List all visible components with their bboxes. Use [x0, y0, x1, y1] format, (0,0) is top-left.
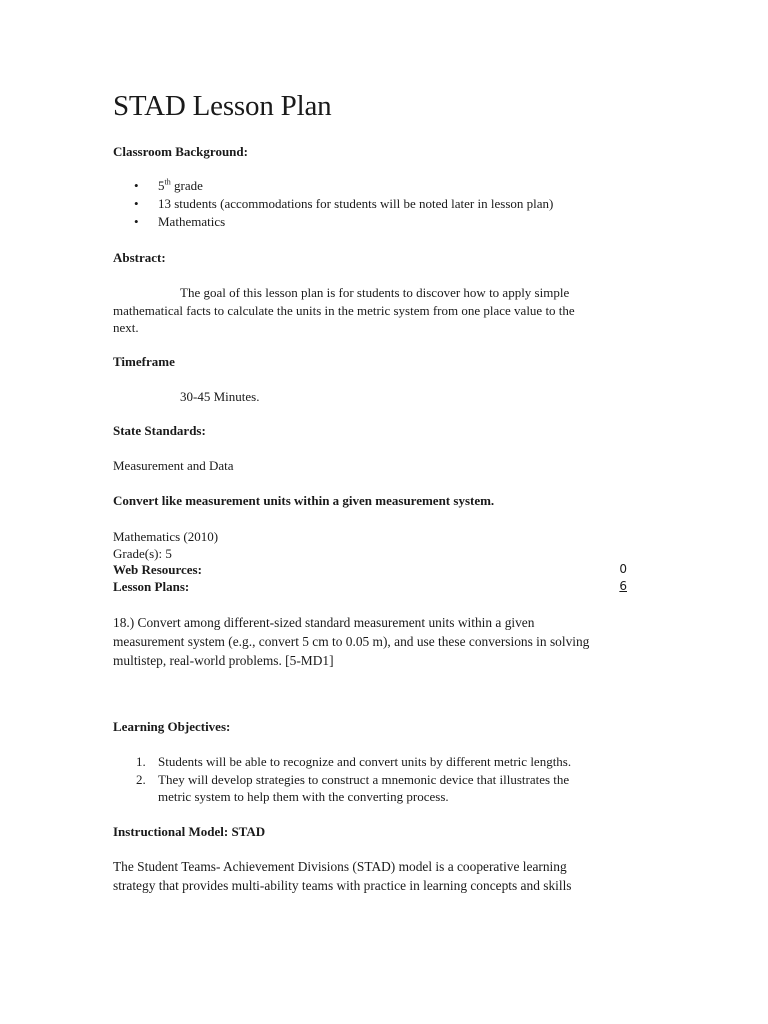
web-resources-label: Web Resources:	[113, 562, 202, 577]
timeframe-value: 30-45 Minutes.	[180, 389, 260, 404]
list-item: 2. They will develop strategies to construct a mnemonic device that illustrates the metric system to help them with the converting process.	[136, 771, 570, 804]
timeframe-heading: Timeframe	[113, 354, 175, 369]
abstract-heading: Abstract:	[113, 250, 166, 265]
classroom-list	[113, 177, 553, 231]
standards-grades: Grade(s): 5	[113, 546, 172, 561]
web-resources-value: 0	[619, 562, 627, 576]
bullet-icon: •	[134, 196, 139, 211]
list-item: • Mathematics	[134, 214, 226, 229]
objectives-heading: Learning Objectives:	[113, 719, 231, 734]
list-item: 1. Students will be able to recognize and convert units by different metric lengths.	[136, 754, 572, 769]
lesson-plans-row	[113, 579, 627, 595]
abstract-text: The goal of this lesson plan is for students to discover how to apply simple mathematical facts to calculate the units in the metric system from one place value to the next.	[113, 285, 575, 335]
web-resources-row	[113, 562, 627, 578]
page-title: STAD Lesson Plan	[113, 90, 332, 122]
bullet-icon: •	[134, 214, 139, 229]
lesson-plans-label: Lesson Plans:	[113, 579, 190, 594]
standards-domain: Measurement and Data	[113, 458, 234, 473]
model-text: The Student Teams- Achievement Divisions (STAD) model is a cooperative learning strategy that provides multi-ability teams with practice in learning concepts and skills	[113, 859, 572, 893]
model-heading: Instructional Model: STAD	[113, 824, 266, 839]
standards-heading: State Standards:	[113, 423, 206, 438]
lesson-plans-link[interactable]: 6	[619, 579, 627, 593]
list-item: • 5th grade	[134, 177, 203, 193]
list-item: • 13 students (accommodations for students will be noted later in lesson plan)	[134, 196, 554, 211]
standards-cluster: Convert like measurement units within a given measurement system.	[113, 493, 495, 508]
bullet-icon: •	[134, 178, 139, 193]
standards-subject: Mathematics (2010)	[113, 529, 219, 544]
classroom-heading: Classroom Background:	[113, 144, 248, 159]
objectives-list	[113, 753, 571, 806]
standard-text: 18.) Convert among different-sized standard measurement units within a given measurement system (e.g., convert 5 cm to 0.05 m), and use these conversions in solving multistep, real-world problems. [5-MD1]	[113, 615, 590, 668]
